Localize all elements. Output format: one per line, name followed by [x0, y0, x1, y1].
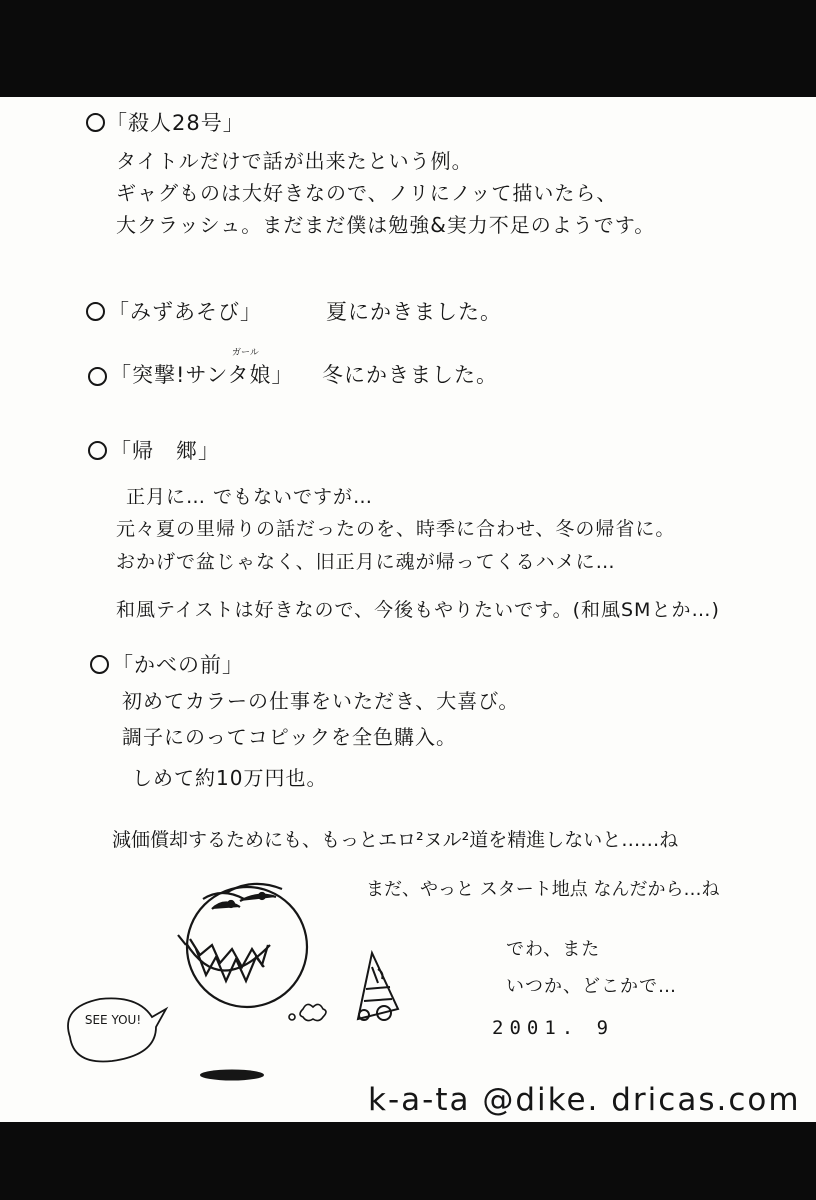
email-address: k-a-ta @dike. dricas.com — [368, 1082, 801, 1118]
section-line: ギャグものは大好きなので、ノリにノッて描いたら、 — [116, 181, 618, 205]
date: 2001. 9 — [492, 1017, 615, 1039]
closing-line: まだ、やっと スタート地点 なんだから…ね — [366, 879, 720, 900]
section-title: 「突撃!サンタ娘」 — [110, 363, 294, 387]
signoff-line: いつか、どこかで… — [506, 976, 677, 997]
section-title: 「殺人28号」 — [106, 111, 245, 135]
section-note: 夏にかきました。 — [326, 300, 502, 324]
triangle-character-drawing — [358, 953, 398, 1020]
puff-cloud-drawing — [289, 1004, 326, 1020]
section-title: 「みずあそび」 — [108, 300, 262, 324]
section-line: 調子にのってコピックを全色購入。 — [122, 725, 457, 749]
shadow-drawing — [200, 1070, 264, 1081]
section-line: 和風テイストは好きなので、今後もやりたいです。(和風SMとか…) — [116, 599, 720, 621]
section-line: 元々夏の里帰りの話だったのを、時季に合わせ、冬の帰省に。 — [116, 518, 676, 540]
section-line: おかげで盆じゃなく、旧正月に魂が帰ってくるハメに… — [116, 551, 616, 573]
speech-bubble-text: SEE YOU! — [84, 1013, 142, 1027]
closing-line: 減価償却するためにも、もっとエロ²ヌル²道を精進しないと……ね — [112, 829, 679, 851]
section-title: 「帰 郷」 — [110, 439, 220, 463]
grinning-face-drawing — [178, 884, 307, 1007]
section-line: 初めてカラーの仕事をいただき、大喜び。 — [122, 689, 520, 713]
section-line: タイトルだけで話が出来たという例。 — [116, 149, 473, 173]
section-line: 正月に… でもないですが… — [126, 486, 374, 508]
afterword-page — [0, 97, 816, 1122]
section-line: 大クラッシュ。まだまだ僕は勉強&実力不足のようです。 — [116, 213, 656, 237]
signoff-line: でわ、また — [506, 939, 601, 960]
section-note: 冬にかきました。 — [322, 363, 498, 387]
doodle-illustration — [0, 97, 816, 1122]
section-title: 「かべの前」 — [112, 653, 244, 677]
title-ruby: ガール — [232, 348, 259, 358]
section-line: しめて約10万円也。 — [132, 766, 328, 790]
